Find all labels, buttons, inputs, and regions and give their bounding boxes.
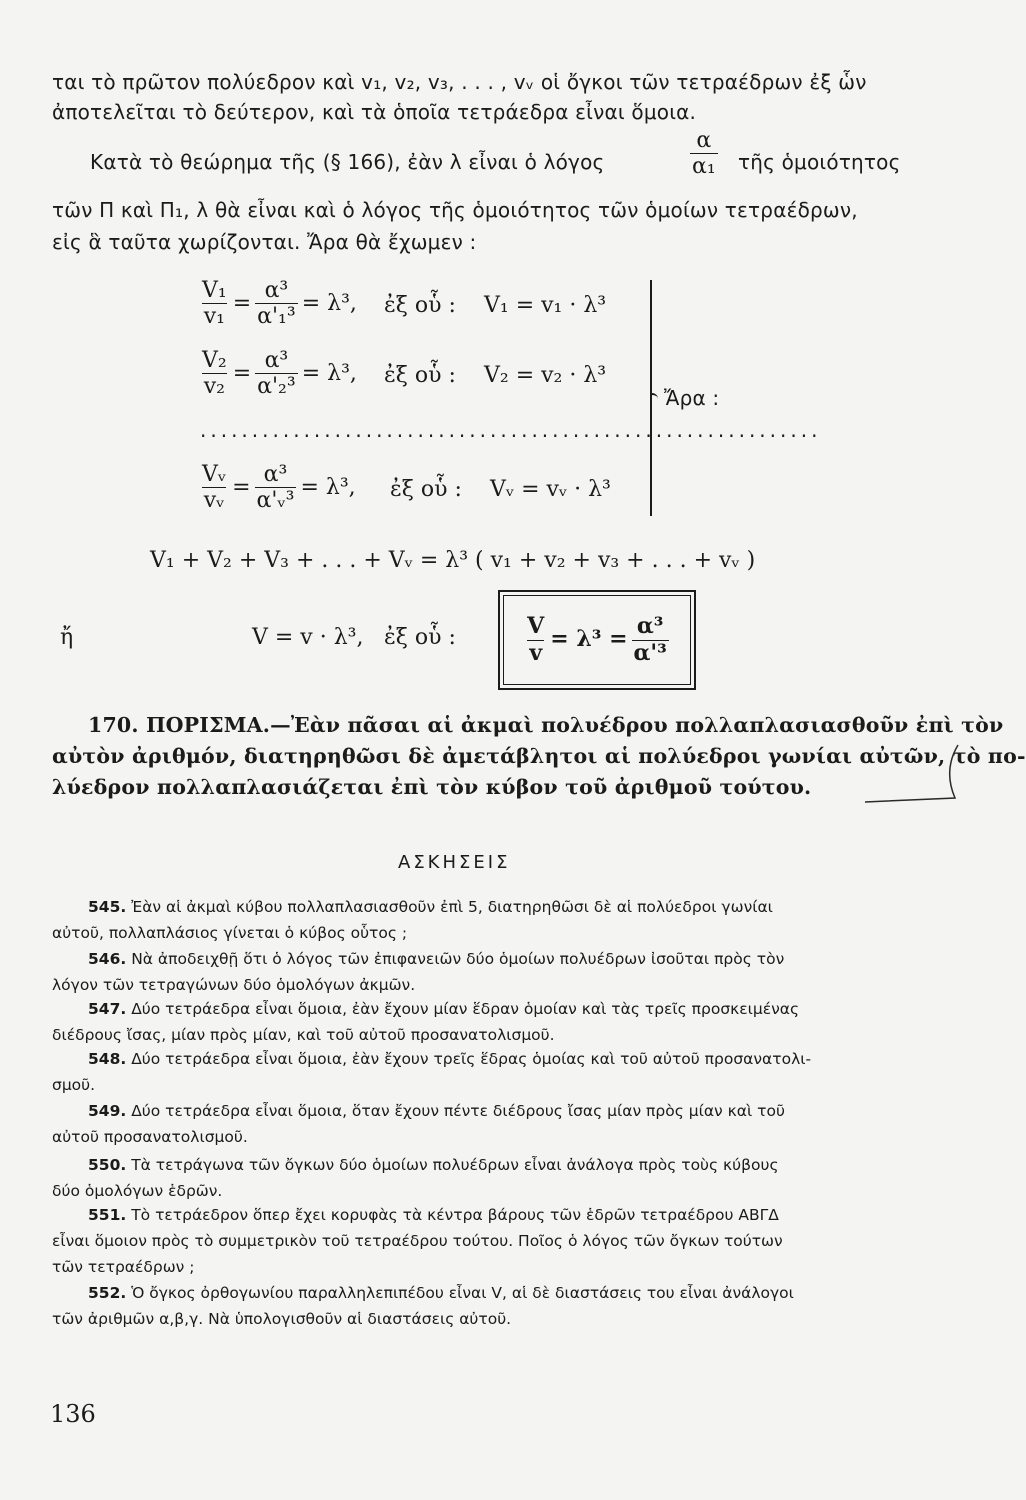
lambda-cube: = λ³, — [300, 474, 356, 500]
exercise-text: Τὰ τετράγωνα τῶν ὄγκων δύο ὁμοίων πολυέδρων εἶναι ἀνάλογα πρὸς τοὺς κύβους — [131, 1156, 779, 1174]
text-line: ται τὸ πρῶτον πολύεδρον καὶ v₁, v₂, v₃, . . . , vᵥ οἱ ὄγκοι τῶν τετραέδρων ἐξ ὧν — [52, 70, 867, 94]
exercise-text: Δύο τετράεδρα εἶναι ὅμοια, ὅταν ἔχουν πέντε διέδρους ἴσας μίαν πρὸς μίαν καὶ τοῦ — [131, 1102, 785, 1120]
exercise-number: 546. — [88, 950, 127, 968]
numerator: V₂ — [202, 348, 227, 373]
ratio-fraction — [686, 128, 722, 180]
exercise-text: Ἐὰν αἱ ἀκμαὶ κύβου πολλαπλασιασθοῦν ἐπὶ 5, διατηρηθῶσι δὲ αἱ πολύεδροι γωνίαι — [131, 898, 773, 916]
exou-label: ἐξ οὗ : — [384, 625, 456, 650]
exou-label: ἐξ οὗ : — [384, 293, 456, 318]
exercise-number: 547. — [88, 1000, 127, 1018]
exercise-546 — [52, 946, 944, 998]
lambda-cube: = λ³ = — [550, 626, 628, 652]
exercise-text: αὐτοῦ, πολλαπλάσιος γίνεται ὁ κύβος οὗτος ; — [52, 924, 408, 942]
exercise-number: 545. — [88, 898, 127, 916]
exercise-text: Τὸ τετράεδρον ὅπερ ἔχει κορυφὰς τὰ κέντρα βάρους τῶν ἑδρῶν τετραέδρου ΑΒΓΔ — [131, 1206, 779, 1224]
denominator: v — [529, 639, 543, 666]
denominator: α'₂³ — [257, 374, 296, 400]
theorem-line: αὐτὸν ἀριθμόν, διατηρηθῶσι δὲ ἀμετάβλητοι αἱ πολύεδροι γωνίαι αὐτῶν, τὸ πο- — [52, 744, 1026, 768]
exercise-number: 551. — [88, 1206, 127, 1224]
exercise-text: τῶν ἀριθμῶν α,β,γ. Νὰ ὑπολογισθοῦν αἱ διαστάσεις αὐτοῦ. — [52, 1310, 512, 1328]
equation-result: Vᵥ = vᵥ · λ³ — [490, 477, 611, 502]
exercise-text: τῶν τετραέδρων ; — [52, 1258, 195, 1276]
exou-label: ἐξ οὗ : — [390, 477, 462, 502]
exercise-text: Δύο τετράεδρα εἶναι ὅμοια, ἐὰν ἔχουν μίαν ἕδραν ὁμοίαν καὶ τὰς τρεῖς προσκειμένας — [131, 1000, 800, 1018]
exercises-heading: ΑΣΚΗΣΕΙΣ — [398, 852, 511, 873]
denominator: v₂ — [203, 374, 225, 400]
exercise-text: σμοῦ. — [52, 1076, 96, 1094]
exercise-552 — [52, 1280, 944, 1332]
lambda-cube: = λ³, — [301, 360, 357, 386]
equation-result: V₁ = v₁ · λ³ — [484, 293, 607, 318]
exercise-text: λόγον τῶν τετραγώνων δύο ὁμολόγων ἀκμῶν. — [52, 976, 416, 994]
exercise-text: δύο ὁμολόγων ἑδρῶν. — [52, 1182, 223, 1200]
exercise-text: Δύο τετράεδρα εἶναι ὅμοια, ἐὰν ἔχουν τρεῖς ἕδρας ὁμοίας καὶ τοῦ αὐτοῦ προσανατολι- — [131, 1050, 812, 1068]
theorem-line: λύεδρον πολλαπλασιάζεται ἐπὶ τὸν κύβον τοῦ ἀριθμοῦ τούτου. — [52, 775, 812, 799]
equation-row-1: $\frac{\text{V₁}}{\text{v₁}}$ = $\frac{\text{α³}}{\text{α'₁³}}$ = λ³, — [202, 278, 357, 330]
boxed-result-inner — [503, 595, 691, 685]
exercise-550 — [52, 1152, 944, 1204]
exercise-number: 550. — [88, 1156, 127, 1174]
brace-tip — [650, 393, 658, 405]
denominator: α'³ — [633, 639, 667, 666]
boxed-result — [498, 590, 696, 690]
lambda-cube: = λ³, — [301, 290, 357, 316]
exercise-number: 549. — [88, 1102, 127, 1120]
numerator: V — [527, 613, 545, 640]
denominator: v₁ — [203, 304, 225, 330]
exercise-text: αὐτοῦ προσανατολισμοῦ. — [52, 1128, 248, 1146]
equation-result: V₂ = v₂ · λ³ — [484, 363, 607, 388]
denominator: vᵥ — [203, 488, 225, 514]
text-line: Κατὰ τὸ θεώρημα τῆς (§ 166), ἐὰν λ εἶναι ὁ λόγος — [90, 150, 605, 174]
exercise-text: εἶναι ὅμοιον πρὸς τὸ συμμετρικὸν τοῦ τετραέδρου τούτου. Ποῖος ὁ λόγος τῶν ὄγκων τούτων — [52, 1232, 783, 1250]
exercise-number: 552. — [88, 1284, 127, 1302]
ara-label: Ἄρα : — [664, 386, 720, 410]
exou-label: ἐξ οὗ : — [384, 363, 456, 388]
equation-row-2: $\frac{\text{V₂}}{\text{v₂}}$ = $\frac{\text{α³}}{\text{α'₂³}}$ = λ³, — [202, 348, 357, 400]
boxed-equation — [521, 614, 673, 666]
theorem-line: 170. ΠΟΡΙΣΜΑ.—Ἐὰν πᾶσαι αἱ ἀκμαὶ πολυέδρου πολλαπλασιασθοῦν ἐπὶ τὸν — [88, 713, 1004, 737]
fraction-denominator: α₁ — [692, 154, 716, 180]
final-equation: V = v · λ³, — [252, 625, 364, 650]
denominator: α'₁³ — [257, 304, 296, 330]
exercise-text: Ὁ ὄγκος ὀρθογωνίου παραλληλεπιπέδου εἶναι V, αἱ δὲ διαστάσεις του εἶναι ἀνάλογοι — [131, 1284, 794, 1302]
fraction-numerator: α — [696, 128, 712, 153]
or-label: ἤ — [60, 625, 74, 650]
numerator: α³ — [264, 348, 289, 373]
exercise-text: Νὰ ἀποδειχθῇ ὅτι ὁ λόγος τῶν ἐπιφανειῶν δύο ὁμοίων πολυέδρων ἰσοῦται πρὸς τὸν — [131, 950, 785, 968]
numerator: α³ — [636, 613, 664, 640]
text-line: τῶν Π καὶ Π₁, λ θὰ εἶναι καὶ ὁ λόγος τῆς ὁμοιότητος τῶν ὁμοίων τετραέδρων, — [52, 198, 858, 222]
exercise-545 — [52, 894, 944, 946]
exercise-number: 548. — [88, 1050, 127, 1068]
exercise-551 — [52, 1202, 944, 1280]
denominator: α'ᵥ³ — [256, 488, 295, 514]
exercise-text: διέδρους ἴσας, μίαν πρὸς μίαν, καὶ τοῦ αὐτοῦ προσανατολισμοῦ. — [52, 1026, 555, 1044]
numerator: α³ — [263, 462, 288, 487]
exercise-549 — [52, 1098, 944, 1150]
text-line: εἰς ἃ ταῦτα χωρίζονται. Ἄρα θὰ ἔχωμεν : — [52, 230, 477, 254]
ellipsis-row: ............................................................ — [200, 418, 822, 442]
numerator: Vᵥ — [202, 462, 227, 487]
text-line: τῆς ὁμοιότητος — [738, 150, 901, 174]
equation-row-n: $\frac{\text{Vᵥ}}{\text{vᵥ}}$ = $\frac{\text{α³}}{\text{α'ᵥ³}}$ = λ³, — [202, 462, 356, 514]
page-number: 136 — [50, 1400, 96, 1428]
exercise-548 — [52, 1046, 944, 1098]
margin-pen-mark — [855, 740, 965, 810]
text-line: ἀποτελεῖται τὸ δεύτερον, καὶ τὰ ὁποῖα τετράεδρα εἶναι ὅμοια. — [52, 100, 697, 124]
numerator: V₁ — [202, 278, 227, 303]
numerator: α³ — [264, 278, 289, 303]
exercise-547 — [52, 996, 944, 1048]
sum-equation: V₁ + V₂ + V₃ + . . . + Vᵥ = λ³ ( v₁ + v₂ + v₃ + . . . + vᵥ ) — [150, 548, 756, 573]
